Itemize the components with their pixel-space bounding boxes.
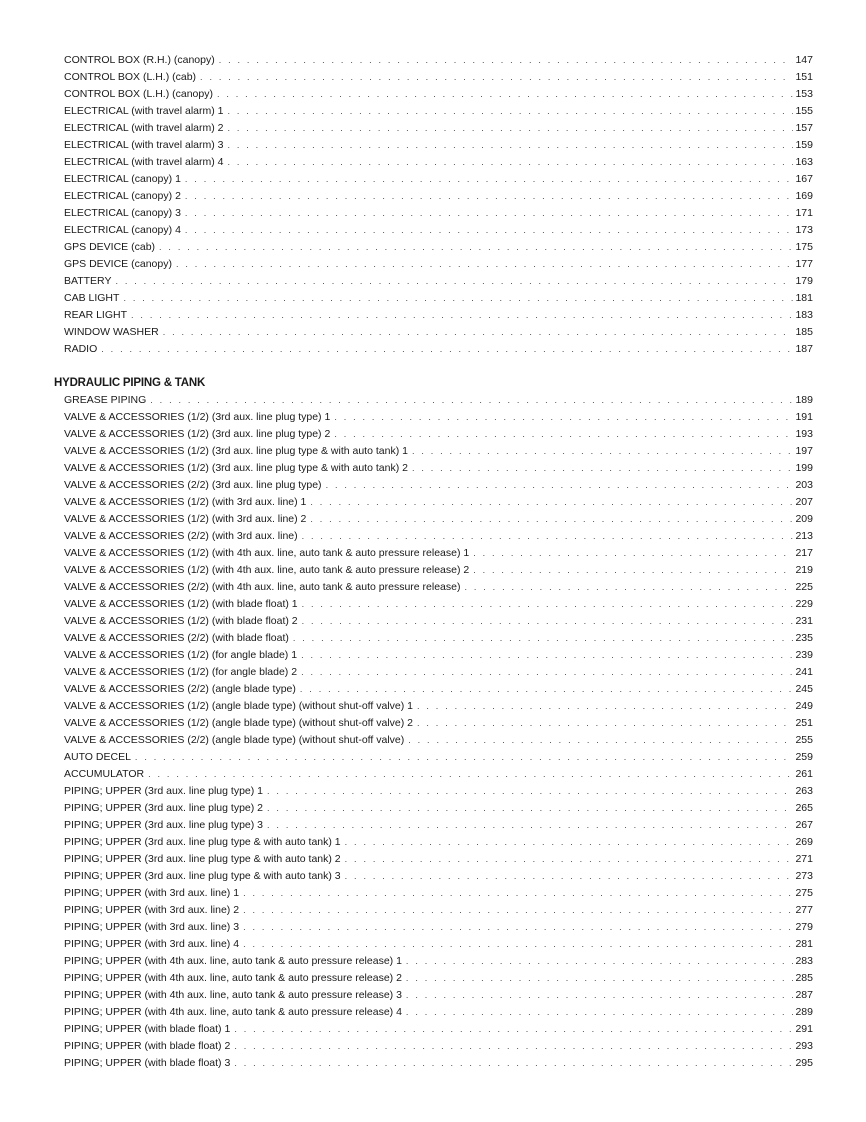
toc-entry-title: ELECTRICAL (canopy) 3 bbox=[64, 207, 181, 219]
toc-entry[interactable] bbox=[64, 579, 813, 596]
dot-leader bbox=[301, 664, 793, 681]
toc-entry-page-number: 179 bbox=[795, 275, 813, 287]
dot-leader bbox=[234, 1021, 793, 1038]
dot-leader bbox=[135, 749, 794, 766]
toc-entry-title: VALVE & ACCESSORIES (1/2) (angle blade type) (without shut-off valve) 2 bbox=[64, 717, 413, 729]
toc-entry-page-number: 289 bbox=[795, 1006, 813, 1018]
dot-leader bbox=[148, 766, 793, 783]
toc-entry[interactable] bbox=[64, 409, 813, 426]
toc-entry-page-number: 197 bbox=[795, 445, 813, 457]
toc-entry-page-number: 273 bbox=[795, 870, 813, 882]
dot-leader bbox=[406, 953, 794, 970]
toc-entry-page-number: 259 bbox=[795, 751, 813, 763]
toc-entry-page-number: 269 bbox=[795, 836, 813, 848]
toc-entry-page-number: 245 bbox=[795, 683, 813, 695]
toc-entry[interactable] bbox=[64, 987, 813, 1004]
toc-entry[interactable] bbox=[64, 545, 813, 562]
dot-leader bbox=[464, 579, 793, 596]
toc-entry-title: GPS DEVICE (cab) bbox=[64, 241, 156, 253]
dot-leader bbox=[417, 698, 793, 715]
dot-leader bbox=[473, 545, 793, 562]
toc-entry-page-number: 285 bbox=[795, 972, 813, 984]
toc-entry-page-number: 167 bbox=[795, 173, 813, 185]
toc-entry-page-number: 235 bbox=[795, 632, 813, 644]
toc-entry[interactable] bbox=[64, 1038, 813, 1055]
toc-entry-page-number: 219 bbox=[795, 564, 813, 576]
dot-leader bbox=[243, 902, 793, 919]
toc-entry-page-number: 175 bbox=[795, 241, 813, 253]
toc-entry[interactable] bbox=[64, 647, 813, 664]
toc-entry-title: RADIO bbox=[64, 343, 98, 355]
toc-entry-title: VALVE & ACCESSORIES (2/2) (3rd aux. line plug type) bbox=[64, 479, 322, 491]
toc-entry[interactable] bbox=[64, 1021, 813, 1038]
dot-leader bbox=[301, 647, 793, 664]
toc-entry-title: PIPING; UPPER (3rd aux. line plug type & with auto tank) 3 bbox=[64, 870, 341, 882]
toc-entry-page-number: 199 bbox=[795, 462, 813, 474]
toc-entry-page-number: 279 bbox=[795, 921, 813, 933]
toc-entry-title: VALVE & ACCESSORIES (2/2) (angle blade type) (without shut-off valve) bbox=[64, 734, 405, 746]
dot-leader bbox=[267, 800, 793, 817]
dot-leader bbox=[234, 1055, 793, 1072]
toc-entry-page-number: 173 bbox=[795, 224, 813, 236]
dot-leader bbox=[334, 426, 793, 443]
toc-entry-page-number: 275 bbox=[795, 887, 813, 899]
toc-entry-title: ELECTRICAL (with travel alarm) 4 bbox=[64, 156, 224, 168]
toc-entry[interactable] bbox=[64, 426, 813, 443]
toc-entry-title: VALVE & ACCESSORIES (2/2) (with 3rd aux. line) bbox=[64, 530, 298, 542]
toc-entry[interactable] bbox=[64, 477, 813, 494]
toc-entry[interactable] bbox=[64, 120, 813, 137]
dot-leader bbox=[406, 987, 794, 1004]
toc-entry-page-number: 185 bbox=[795, 326, 813, 338]
toc-entry[interactable] bbox=[64, 443, 813, 460]
toc-entry[interactable] bbox=[64, 256, 813, 273]
dot-leader bbox=[163, 324, 794, 341]
toc-entry-title: VALVE & ACCESSORIES (1/2) (with blade float) 1 bbox=[64, 598, 298, 610]
toc-entry[interactable] bbox=[64, 290, 813, 307]
toc-entry-page-number: 231 bbox=[795, 615, 813, 627]
dot-leader bbox=[185, 188, 794, 205]
toc-entry-page-number: 267 bbox=[795, 819, 813, 831]
toc-entry-page-number: 229 bbox=[795, 598, 813, 610]
toc-entry-title: VALVE & ACCESSORIES (1/2) (angle blade type) (without shut-off valve) 1 bbox=[64, 700, 413, 712]
toc-entry-title: VALVE & ACCESSORIES (1/2) (3rd aux. line plug type & with auto tank) 2 bbox=[64, 462, 408, 474]
dot-leader bbox=[310, 511, 793, 528]
toc-entry[interactable] bbox=[64, 392, 813, 409]
dot-leader bbox=[408, 732, 793, 749]
toc-entry-title: CONTROL BOX (L.H.) (canopy) bbox=[64, 88, 213, 100]
dot-leader bbox=[101, 341, 793, 358]
toc-entry[interactable] bbox=[64, 800, 813, 817]
toc-entry-page-number: 287 bbox=[795, 989, 813, 1001]
dot-leader bbox=[227, 103, 793, 120]
dot-leader bbox=[293, 630, 794, 647]
toc-entry-page-number: 203 bbox=[795, 479, 813, 491]
toc-entry-title: PIPING; UPPER (3rd aux. line plug type) 1 bbox=[64, 785, 264, 797]
toc-entry[interactable] bbox=[64, 936, 813, 953]
toc-entry-page-number: 251 bbox=[795, 717, 813, 729]
toc-entry-title: PIPING; UPPER (with 4th aux. line, auto tank & auto pressure release) 3 bbox=[64, 989, 402, 1001]
toc-entry-title: PIPING; UPPER (with blade float) 3 bbox=[64, 1057, 231, 1069]
dot-leader bbox=[185, 171, 794, 188]
toc-entry-title: PIPING; UPPER (with 3rd aux. line) 1 bbox=[64, 887, 240, 899]
toc-entry-page-number: 181 bbox=[795, 292, 813, 304]
toc-entry-page-number: 239 bbox=[795, 649, 813, 661]
toc-entry[interactable] bbox=[64, 749, 813, 766]
toc-entry-page-number: 281 bbox=[795, 938, 813, 950]
dot-leader bbox=[345, 834, 794, 851]
toc-entry-title: PIPING; UPPER (with 4th aux. line, auto tank & auto pressure release) 2 bbox=[64, 972, 402, 984]
toc-entry[interactable] bbox=[64, 562, 813, 579]
dot-leader bbox=[227, 137, 793, 154]
dot-leader bbox=[185, 205, 794, 222]
toc-entry[interactable] bbox=[64, 307, 813, 324]
toc-entry[interactable] bbox=[64, 103, 813, 120]
toc-entry-page-number: 157 bbox=[795, 122, 813, 134]
toc-entry-title: PIPING; UPPER (with 3rd aux. line) 2 bbox=[64, 904, 240, 916]
toc-entry-title: PIPING; UPPER (with 3rd aux. line) 4 bbox=[64, 938, 240, 950]
toc-entry-title: GPS DEVICE (canopy) bbox=[64, 258, 172, 270]
toc-entry[interactable] bbox=[64, 188, 813, 205]
toc-entry[interactable] bbox=[64, 868, 813, 885]
toc-entry-title: ELECTRICAL (with travel alarm) 1 bbox=[64, 105, 224, 117]
dot-leader bbox=[200, 69, 793, 86]
toc-entry-page-number: 263 bbox=[795, 785, 813, 797]
toc-entry-page-number: 241 bbox=[795, 666, 813, 678]
toc-entry-title: CONTROL BOX (L.H.) (cab) bbox=[64, 71, 197, 83]
toc-entry[interactable] bbox=[64, 239, 813, 256]
dot-leader bbox=[310, 494, 793, 511]
toc-entry[interactable] bbox=[64, 1004, 813, 1021]
dot-leader bbox=[185, 222, 794, 239]
toc-entry[interactable] bbox=[64, 137, 813, 154]
toc-entry[interactable] bbox=[64, 494, 813, 511]
toc-entry[interactable] bbox=[64, 528, 813, 545]
toc-entry-page-number: 189 bbox=[795, 394, 813, 406]
toc-entry-title: VALVE & ACCESSORIES (2/2) (with 4th aux. line, auto tank & auto pressure release) bbox=[64, 581, 461, 593]
toc-entry[interactable] bbox=[64, 732, 813, 749]
toc-entry-page-number: 159 bbox=[795, 139, 813, 151]
toc-entry-title: VALVE & ACCESSORIES (1/2) (3rd aux. line plug type) 2 bbox=[64, 428, 331, 440]
dot-leader bbox=[302, 596, 794, 613]
toc-entry-page-number: 249 bbox=[795, 700, 813, 712]
toc-entry[interactable] bbox=[64, 919, 813, 936]
dot-leader bbox=[115, 273, 793, 290]
dot-leader bbox=[219, 52, 794, 69]
dot-leader bbox=[302, 528, 794, 545]
toc-entry-title: VALVE & ACCESSORIES (1/2) (with 3rd aux. line) 2 bbox=[64, 513, 307, 525]
toc-entry-title: PIPING; UPPER (3rd aux. line plug type & with auto tank) 1 bbox=[64, 836, 341, 848]
toc-entry[interactable] bbox=[64, 664, 813, 681]
dot-leader bbox=[406, 970, 794, 987]
toc-entry-title: ELECTRICAL (canopy) 4 bbox=[64, 224, 181, 236]
toc-entry[interactable] bbox=[64, 69, 813, 86]
dot-leader bbox=[267, 783, 793, 800]
dot-leader bbox=[243, 885, 793, 902]
toc-entry[interactable] bbox=[64, 902, 813, 919]
toc-entry[interactable] bbox=[64, 222, 813, 239]
toc-entry[interactable] bbox=[64, 851, 813, 868]
toc-entry-title: VALVE & ACCESSORIES (1/2) (3rd aux. line plug type & with auto tank) 1 bbox=[64, 445, 408, 457]
toc-entry[interactable] bbox=[64, 205, 813, 222]
toc-entry-title: ELECTRICAL (with travel alarm) 2 bbox=[64, 122, 224, 134]
toc-entry-title: PIPING; UPPER (with 3rd aux. line) 3 bbox=[64, 921, 240, 933]
toc-entry-title: VALVE & ACCESSORIES (1/2) (for angle blade) 1 bbox=[64, 649, 298, 661]
dot-leader bbox=[473, 562, 793, 579]
dot-leader bbox=[234, 1038, 793, 1055]
toc-entry-page-number: 151 bbox=[795, 71, 813, 83]
toc-entry[interactable] bbox=[64, 970, 813, 987]
toc-entry-title: VALVE & ACCESSORIES (2/2) (angle blade type) bbox=[64, 683, 296, 695]
dot-leader bbox=[417, 715, 793, 732]
toc-entry[interactable] bbox=[64, 1055, 813, 1072]
toc-entry[interactable] bbox=[64, 681, 813, 698]
toc-entry-page-number: 177 bbox=[795, 258, 813, 270]
toc-entry[interactable] bbox=[64, 460, 813, 477]
dot-leader bbox=[267, 817, 793, 834]
toc-entry-title: PIPING; UPPER (3rd aux. line plug type) 2 bbox=[64, 802, 264, 814]
toc-entry[interactable] bbox=[64, 630, 813, 647]
section-heading-hydraulic-piping: HYDRAULIC PIPING & TANK bbox=[54, 377, 206, 389]
toc-entry[interactable] bbox=[64, 341, 813, 358]
toc-entry-title: VALVE & ACCESSORIES (1/2) (3rd aux. line plug type) 1 bbox=[64, 411, 331, 423]
toc-entry[interactable] bbox=[64, 273, 813, 290]
toc-entry-title: VALVE & ACCESSORIES (1/2) (for angle blade) 2 bbox=[64, 666, 298, 678]
toc-entry-title: VALVE & ACCESSORIES (1/2) (with 4th aux. line, auto tank & auto pressure release) 1 bbox=[64, 547, 470, 559]
toc-entry-title: GREASE PIPING bbox=[64, 394, 147, 406]
dot-leader bbox=[412, 443, 794, 460]
toc-entry-page-number: 193 bbox=[795, 428, 813, 440]
toc-entry[interactable] bbox=[64, 596, 813, 613]
toc-entry-title: CAB LIGHT bbox=[64, 292, 120, 304]
toc-entry[interactable] bbox=[64, 698, 813, 715]
dot-leader bbox=[302, 613, 794, 630]
toc-entry-page-number: 225 bbox=[795, 581, 813, 593]
toc-entry-title: BATTERY bbox=[64, 275, 112, 287]
toc-entry-page-number: 183 bbox=[795, 309, 813, 321]
toc-entry-title: PIPING; UPPER (with blade float) 1 bbox=[64, 1023, 231, 1035]
toc-entry-title: ELECTRICAL (canopy) 2 bbox=[64, 190, 181, 202]
toc-entry-title: CONTROL BOX (R.H.) (canopy) bbox=[64, 54, 215, 66]
dot-leader bbox=[217, 86, 793, 103]
toc-entry-title: VALVE & ACCESSORIES (1/2) (with 3rd aux. line) 1 bbox=[64, 496, 307, 508]
toc-entry-title: PIPING; UPPER (3rd aux. line plug type) 3 bbox=[64, 819, 264, 831]
toc-entry-page-number: 255 bbox=[795, 734, 813, 746]
toc-entry-title: PIPING; UPPER (3rd aux. line plug type & with auto tank) 2 bbox=[64, 853, 341, 865]
toc-entry[interactable] bbox=[64, 171, 813, 188]
toc-entry-page-number: 207 bbox=[795, 496, 813, 508]
toc-entry-page-number: 291 bbox=[795, 1023, 813, 1035]
toc-entry-title: AUTO DECEL bbox=[64, 751, 131, 763]
toc-entry-page-number: 169 bbox=[795, 190, 813, 202]
dot-leader bbox=[412, 460, 794, 477]
toc-entry[interactable] bbox=[64, 52, 813, 69]
toc-entry[interactable] bbox=[64, 86, 813, 103]
toc-entry-page-number: 187 bbox=[795, 343, 813, 355]
dot-leader bbox=[326, 477, 794, 494]
toc-entry[interactable] bbox=[64, 834, 813, 851]
toc-entry-page-number: 191 bbox=[795, 411, 813, 423]
dot-leader bbox=[334, 409, 793, 426]
dot-leader bbox=[406, 1004, 794, 1021]
toc-entry-page-number: 277 bbox=[795, 904, 813, 916]
dot-leader bbox=[123, 290, 793, 307]
toc-entry-title: PIPING; UPPER (with 4th aux. line, auto tank & auto pressure release) 4 bbox=[64, 1006, 402, 1018]
toc-entry[interactable] bbox=[64, 715, 813, 732]
toc-entry-title: WINDOW WASHER bbox=[64, 326, 159, 338]
toc-entry[interactable] bbox=[64, 613, 813, 630]
dot-leader bbox=[227, 120, 793, 137]
toc-entry-title: ELECTRICAL (with travel alarm) 3 bbox=[64, 139, 224, 151]
toc-entry-page-number: 147 bbox=[795, 54, 813, 66]
toc-entry-page-number: 155 bbox=[795, 105, 813, 117]
toc-entry[interactable] bbox=[64, 885, 813, 902]
toc-entry-title: PIPING; UPPER (with 4th aux. line, auto tank & auto pressure release) 1 bbox=[64, 955, 402, 967]
dot-leader bbox=[243, 919, 793, 936]
toc-entry[interactable] bbox=[64, 953, 813, 970]
toc-entry[interactable] bbox=[64, 324, 813, 341]
dot-leader bbox=[150, 392, 793, 409]
toc-entry-page-number: 163 bbox=[795, 156, 813, 168]
toc-entry-title: ACCUMULATOR bbox=[64, 768, 145, 780]
dot-leader bbox=[227, 154, 793, 171]
toc-entry-title: REAR LIGHT bbox=[64, 309, 128, 321]
toc-entry-page-number: 209 bbox=[795, 513, 813, 525]
dot-leader bbox=[243, 936, 793, 953]
toc-entry-page-number: 295 bbox=[795, 1057, 813, 1069]
toc-entry-title: VALVE & ACCESSORIES (2/2) (with blade float) bbox=[64, 632, 289, 644]
toc-entry-page-number: 171 bbox=[795, 207, 813, 219]
toc-entry-page-number: 293 bbox=[795, 1040, 813, 1052]
toc-entry-page-number: 153 bbox=[795, 88, 813, 100]
dot-leader bbox=[131, 307, 793, 324]
toc-entry-title: VALVE & ACCESSORIES (1/2) (with blade float) 2 bbox=[64, 615, 298, 627]
dot-leader bbox=[345, 851, 794, 868]
toc-entry-page-number: 283 bbox=[795, 955, 813, 967]
toc-entry-page-number: 271 bbox=[795, 853, 813, 865]
toc-entry-title: ELECTRICAL (canopy) 1 bbox=[64, 173, 181, 185]
toc-entry[interactable] bbox=[64, 511, 813, 528]
toc-entry-page-number: 213 bbox=[795, 530, 813, 542]
toc-entry-page-number: 265 bbox=[795, 802, 813, 814]
toc-entry[interactable] bbox=[64, 154, 813, 171]
dot-leader bbox=[300, 681, 794, 698]
toc-entry[interactable] bbox=[64, 783, 813, 800]
dot-leader bbox=[345, 868, 794, 885]
dot-leader bbox=[159, 239, 793, 256]
toc-entry-title: VALVE & ACCESSORIES (1/2) (with 4th aux. line, auto tank & auto pressure release) 2 bbox=[64, 564, 470, 576]
toc-entry[interactable] bbox=[64, 817, 813, 834]
dot-leader bbox=[176, 256, 794, 273]
toc-entry[interactable] bbox=[64, 766, 813, 783]
toc-entry-title: PIPING; UPPER (with blade float) 2 bbox=[64, 1040, 231, 1052]
toc-entry-page-number: 217 bbox=[795, 547, 813, 559]
toc-entry-page-number: 261 bbox=[795, 768, 813, 780]
